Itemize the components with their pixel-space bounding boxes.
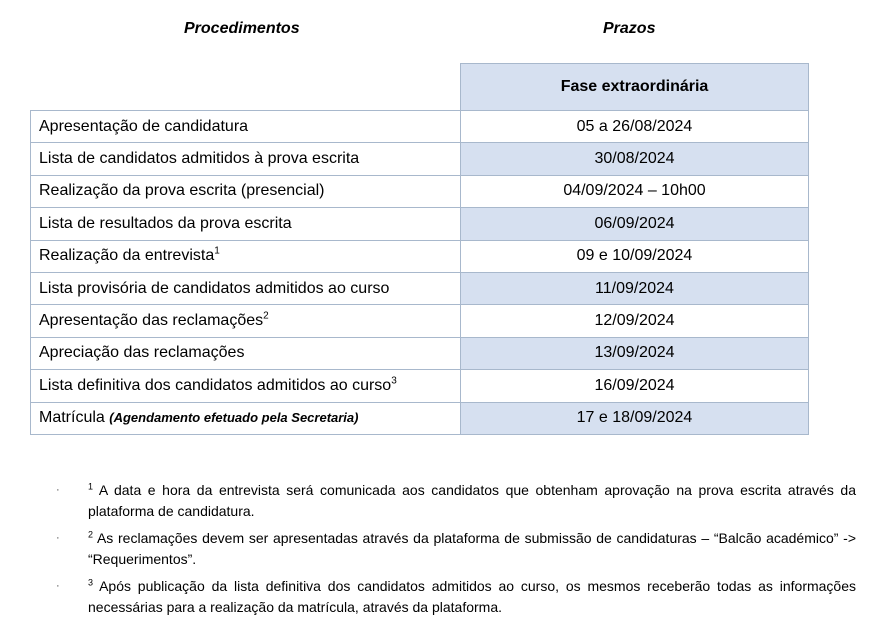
table-header-row	[31, 64, 809, 111]
procedure-cell: Apresentação de candidatura	[31, 111, 461, 143]
footnote-item	[56, 528, 856, 570]
table-row	[31, 240, 809, 272]
procedure-note: (Agendamento efetuado pela Secretaria)	[109, 410, 359, 426]
date-cell: 30/08/2024	[461, 143, 809, 175]
date-cell: 17 e 18/09/2024	[461, 402, 809, 434]
procedure-cell: Lista de resultados da prova escrita	[31, 208, 461, 240]
date-cell: 11/09/2024	[461, 272, 809, 304]
table-row	[31, 208, 809, 240]
footnote-text: As reclamações devem ser apresentadas através da plataforma de submissão de candidaturas – “Balcão académico” -> “Requerimentos”.	[88, 530, 856, 567]
footnotes	[56, 480, 856, 624]
phase-header: Fase extraordinária	[461, 64, 809, 111]
procedure-cell: Apreciação das reclamações	[31, 337, 461, 369]
date-cell: 06/09/2024	[461, 208, 809, 240]
bullet-icon: ·	[56, 484, 60, 496]
bullet-icon: ·	[56, 580, 60, 592]
header-prazos: Prazos	[603, 20, 656, 37]
date-cell: 05 a 26/08/2024	[461, 111, 809, 143]
procedure-cell: Lista de candidatos admitidos à prova escrita	[31, 143, 461, 175]
date-cell: 09 e 10/09/2024	[461, 240, 809, 272]
table-row	[31, 402, 809, 434]
table-row	[31, 337, 809, 369]
date-cell: 16/09/2024	[461, 370, 809, 402]
header-procedimentos: Procedimentos	[184, 20, 300, 37]
footnote-number: 3	[88, 577, 94, 588]
table-row	[31, 143, 809, 175]
footnote-item	[56, 480, 856, 522]
date-cell: 13/09/2024	[461, 337, 809, 369]
date-cell: 12/09/2024	[461, 305, 809, 337]
bullet-icon: ·	[56, 532, 60, 544]
table-row	[31, 111, 809, 143]
footnote-number: 2	[88, 529, 94, 540]
table-row	[31, 370, 809, 402]
footnote-text: A data e hora da entrevista será comunicada aos candidatos que obtenham aprovação na prova escrita através da plataforma de candidatura.	[88, 482, 856, 519]
column-headers	[0, 20, 893, 42]
date-cell: 04/09/2024 – 10h00	[461, 175, 809, 207]
procedure-cell: Apresentação das reclamações$^2$	[31, 305, 461, 337]
table-row	[31, 175, 809, 207]
procedure-cell: Realização da prova escrita (presencial)	[31, 175, 461, 207]
procedure-cell: Lista provisória de candidatos admitidos ao curso	[31, 272, 461, 304]
procedure-cell: Realização da entrevista$^1$	[31, 240, 461, 272]
schedule-table	[30, 63, 809, 435]
footnote-ref: 3	[391, 375, 397, 387]
footnote-text: Após publicação da lista definitiva dos candidatos admitidos ao curso, os mesmos receberão todas as informações necessárias para a realização da matrícula, através da plataforma.	[88, 578, 856, 615]
table-row	[31, 272, 809, 304]
footnote-ref: 2	[263, 310, 269, 322]
table-row	[31, 305, 809, 337]
footnote-ref: 1	[214, 245, 220, 257]
footnote-number: 1	[88, 481, 94, 492]
footnote-item	[56, 576, 856, 618]
procedure-cell: Lista definitiva dos candidatos admitidos ao curso$^3$	[31, 370, 461, 402]
procedure-cell: Matrícula (Agendamento efetuado pela Secretaria)	[31, 402, 461, 434]
